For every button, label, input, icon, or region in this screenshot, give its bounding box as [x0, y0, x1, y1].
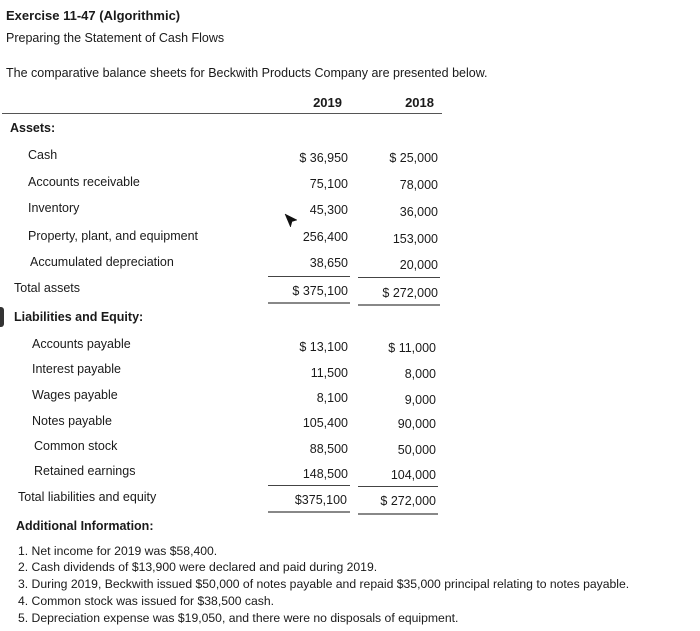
liabilities-total-rule-2019 — [268, 511, 350, 515]
additional-info-heading: Additional Information: — [16, 519, 154, 533]
liability-value-2018-wages-payable: 9,000 — [404, 393, 436, 407]
equity-label-common-stock: Common stock — [34, 439, 118, 453]
asset-value-2018-accumulated-depreciation: 20,000 — [399, 258, 438, 272]
intro-text: The comparative balance sheets for Beckwith Products Company are presented below. — [6, 66, 488, 80]
assets-total-rule-2018 — [358, 304, 440, 308]
asset-value-2019-accumulated-depreciation: 38,650 — [309, 256, 348, 270]
note-4: 4. Common stock was issued for $38,500 cash. — [18, 594, 275, 608]
liability-value-2019-accounts-payable: $ 13,100 — [299, 340, 348, 354]
asset-value-2018-accounts-receivable: 78,000 — [399, 178, 438, 192]
asset-label-inventory: Inventory — [28, 201, 80, 215]
mouse-pointer-icon — [284, 213, 298, 229]
note-5: 5. Depreciation expense was $19,050, and there were no disposals of equipment. — [18, 611, 459, 625]
liabilities-subtotal-rule-2019 — [268, 485, 350, 486]
liability-label-interest-payable: Interest payable — [32, 362, 121, 376]
asset-label-accumulated-depreciation: Accumulated depreciation — [30, 255, 174, 269]
liability-value-2019-notes-payable: 105,400 — [302, 416, 348, 430]
asset-value-2018-ppe: 153,000 — [392, 232, 438, 246]
liabilities-total-rule-2018 — [358, 513, 438, 517]
liabilities-heading: Liabilities and Equity: — [14, 310, 144, 324]
year-header-2019: 2019 — [313, 95, 342, 110]
note-3: 3. During 2019, Beckwith issued $50,000 of notes payable and repaid $35,000 principal relating to notes payable. — [18, 577, 630, 591]
liability-label-notes-payable: Notes payable — [32, 414, 112, 428]
assets-heading: Assets: — [10, 121, 56, 135]
asset-value-2019-ppe: 256,400 — [302, 230, 348, 244]
equity-value-2018-retained-earnings: 104,000 — [390, 468, 436, 482]
asset-label-accounts-receivable: Accounts receivable — [28, 175, 140, 189]
page-edge-marker — [0, 307, 4, 327]
asset-value-2019-inventory: 45,300 — [309, 203, 348, 217]
liability-value-2018-accounts-payable: $ 11,000 — [388, 341, 436, 355]
exercise-title: Exercise 11-47 (Algorithmic) — [6, 8, 181, 23]
total-liabilities-label: Total liabilities and equity — [18, 490, 157, 504]
liability-value-2018-interest-payable: 8,000 — [404, 367, 436, 381]
liability-value-2019-wages-payable: 8,100 — [316, 391, 348, 405]
liability-value-2018-notes-payable: 90,000 — [397, 417, 436, 431]
total-assets-label: Total assets — [14, 281, 81, 295]
asset-value-2018-inventory: 36,000 — [399, 205, 438, 219]
equity-value-2019-retained-earnings: 148,500 — [302, 467, 348, 481]
note-1: 1. Net income for 2019 was $58,400. — [18, 544, 218, 558]
header-divider — [2, 113, 442, 114]
liability-label-accounts-payable: Accounts payable — [32, 337, 131, 351]
assets-subtotal-rule-2018 — [358, 277, 440, 278]
exercise-subtitle: Preparing the Statement of Cash Flows — [6, 31, 225, 45]
equity-value-2019-common-stock: 88,500 — [309, 442, 348, 456]
equity-label-retained-earnings: Retained earnings — [34, 464, 136, 478]
liabilities-subtotal-rule-2018 — [358, 486, 438, 487]
asset-value-2018-cash: $ 25,000 — [389, 151, 438, 165]
liability-value-2019-interest-payable: 11,500 — [310, 366, 348, 380]
total-assets-2019: $ 375,100 — [292, 284, 348, 298]
equity-value-2018-common-stock: 50,000 — [397, 443, 436, 457]
total-assets-2018: $ 272,000 — [382, 286, 438, 300]
liability-label-wages-payable: Wages payable — [32, 388, 118, 402]
total-liabilities-2019: $375,100 — [294, 493, 347, 507]
asset-label-cash: Cash — [28, 148, 58, 162]
asset-value-2019-cash: $ 36,950 — [299, 151, 348, 165]
assets-subtotal-rule-2019 — [268, 276, 350, 277]
total-liabilities-2018: $ 272,000 — [380, 494, 436, 508]
asset-label-ppe: Property, plant, and equipment — [28, 229, 199, 243]
assets-total-rule-2019 — [268, 302, 350, 306]
year-header-2018: 2018 — [405, 95, 434, 110]
note-2: 2. Cash dividends of $13,900 were declared and paid during 2019. — [18, 560, 378, 574]
asset-value-2019-accounts-receivable: 75,100 — [309, 177, 348, 191]
